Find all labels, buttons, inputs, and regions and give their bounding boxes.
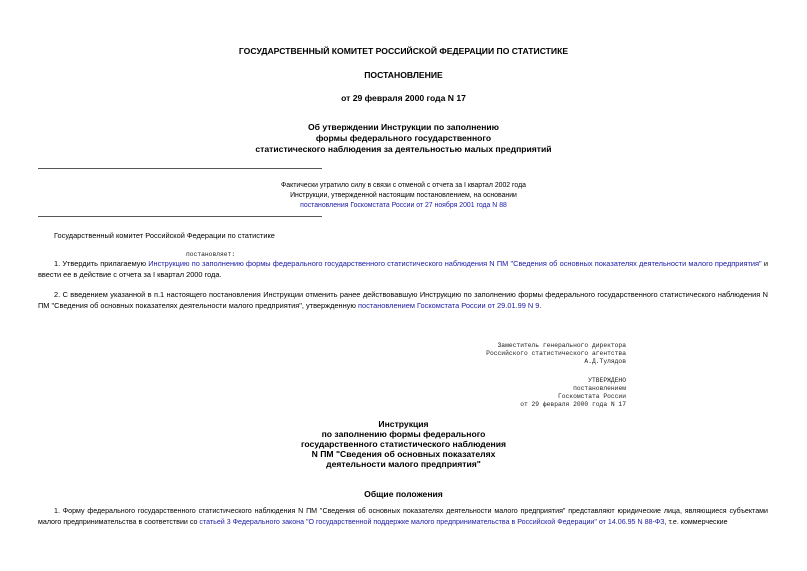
- approval-line-4: от 29 февраля 2000 года N 17: [520, 401, 626, 408]
- paragraph-1: 1. Утвердить прилагаемую Инструкцию по заполнению формы федерального государственного статистического наблюдения N ПМ "Сведения об основных показателях деятельности малого предприятия" и ввести ее в действие с отчета за I квартал 2000 года.: [38, 259, 768, 279]
- prior-resolution-link[interactable]: постановлением Госкомстата России от 29.01.99 N 9: [357, 301, 540, 310]
- approval-line-1: УТВЕРЖДЕНО: [588, 377, 626, 384]
- signature-title-2: Российского статистического агентства: [486, 350, 626, 357]
- federal-law-link[interactable]: статьей 3 Федерального закона "О государственной поддержке малого предпринимательства в Российской Федерации" от 14.06.95 N 88-ФЗ: [199, 518, 665, 526]
- document-date-number: от 29 февраля 2000 года N 17: [341, 93, 466, 103]
- status-note-line-2: Инструкции, утвержденной настоящим постановлением, на основании: [290, 192, 517, 199]
- section-heading: Общие положения: [364, 489, 443, 499]
- instruction-title-3: государственного статистического наблюдения: [300, 439, 507, 449]
- approval-line-3: Госкомстата России: [557, 393, 626, 400]
- general-paragraph-1: 1. Форму федерального государственного статистического наблюдения N ПМ "Сведения об основных показателях деятельности малого предприятия" представляют юридические лица, являющиеся субъектами малого предпринимательства в соответствии со статьей 3 Федерального закона "О государственной поддержке малого предпринимательства в Российской Федерации" от 14.06.95 N 88-ФЗ, т.е. коммерческие: [38, 507, 768, 526]
- instruction-title-4: N ПМ "Сведения об основных показателях: [311, 449, 496, 459]
- subject-line-1: Об утверждении Инструкции по заполнению: [307, 122, 500, 132]
- instruction-title-5: деятельности малого предприятия": [326, 459, 481, 469]
- body-intro: Государственный комитет Российской Федерации по статистике: [54, 231, 275, 240]
- signature-title-1: Заместитель генерального директора: [497, 342, 626, 349]
- subject-line-3: статистического наблюдения за деятельностью малых предприятий: [255, 144, 552, 154]
- agency-title: ГОСУДАРСТВЕННЫЙ КОМИТЕТ РОССИЙСКОЙ ФЕДЕРАЦИИ ПО СТАТИСТИКЕ: [238, 46, 569, 56]
- instruction-title-1: Инструкция: [378, 419, 429, 429]
- subject-line-2: формы федерального государственного: [315, 133, 492, 143]
- approval-line-2: постановлением: [573, 385, 626, 392]
- signature-name: А.Д.Тулядов: [584, 358, 626, 365]
- divider-top: [38, 168, 322, 169]
- instruction-link[interactable]: Инструкцию по заполнению формы федерального государственного статистического наблюдения N ПМ "Сведения об основных показателях деятельности малого предприятия": [148, 259, 762, 268]
- status-note-line-1: Фактически утратило силу в связи с отменой с отчета за I квартал 2002 года: [281, 182, 526, 189]
- document-type: ПОСТАНОВЛЕНИЕ: [364, 70, 443, 80]
- resolves-word: постановляет:: [186, 251, 236, 258]
- divider-bottom: [38, 216, 322, 217]
- paragraph-2: 2. С введением указанной в п.1 настоящего постановления Инструкции отменить ранее действовавшую Инструкцию по заполнению формы федерального государственного статистического наблюдения N ПМ "Сведения об основных показателях деятельности малого предприятия", утвержденную постановлением Госкомстата России от 29.01.99 N 9.: [38, 290, 768, 310]
- status-note-link[interactable]: постановления Госкомстата России от 27 ноября 2001 года N 88: [300, 202, 507, 209]
- instruction-title-2: по заполнению формы федерального: [321, 429, 486, 439]
